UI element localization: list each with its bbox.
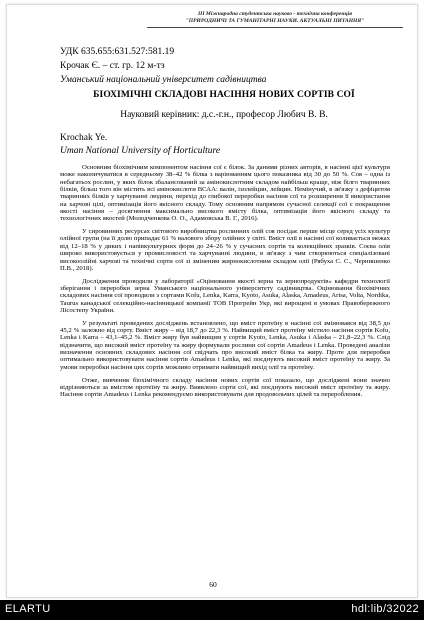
scientific-advisor: Науковий керівник: д.с.-г.н., професор Любич В. В. xyxy=(120,110,328,120)
paragraph-1: Основним біохімічним компонентом насіння сої є білок. За даними різних авторів, в насінні цієї культури може накопичуватися в середньому 38–42 % білка з варіюванням цього показника від 30 до 50 %. Соя – одна із небагатьох рослин, у яких білок збалансований за амінокислотним складом найбільш краще, ніж білго тваринних білків, більш того він містить всі амінокислоти ВСАА: валін, ізолейцин, лейцин. Немінучий, в зв'язку з дефіцитом тваринних білків у харчуванні людини, перехід до глибокої переробки насіння сої та розширення її використання на харчові цілі, оптимізація його якісного складу. Тому основним напрямом сучасної селекції сої є покращення якості насіння – досягнення максимально високого вмісту білка, оптимізація його якісного складу та технологічних якостей (Молодченкова О. О., Адамовська В. Г., 2016). xyxy=(60,164,390,223)
udk-code: УДК 635.655:631.527:581.19 xyxy=(60,47,175,57)
document-page xyxy=(6,4,418,598)
article-title: БІОХІМІЧНІ СКЛАДОВІ НАСІННЯ НОВИХ СОРТІВ СОЇ xyxy=(93,90,355,100)
page-number: 60 xyxy=(209,580,217,589)
author-ua: Крочак Є. – ст. гр. 12 м-тз xyxy=(60,61,165,71)
handle-identifier: hdl:lib/32022 xyxy=(351,603,419,615)
paragraph-2: У сировинних ресурсах світового виробництва рослинних олій соя посідає перше місце серед усіх культур олійної групи (на її долю припадає 61 % валового збору олійних у світі. Вміст олії в насінні сої коливається межах від 12–18 % у диких і напівкультурних форм до 24–26 % у сучасних сортів та колекційних зразків. Соєва олія широко використовується у промисловості та харчуванні людини, в зв'язку з чим створюються спеціалізовані високоолійні харчові та технічні сорти сої зі зміненим жирнокислотним складом олії (Рябуха С. С., Чернишенко П.В., 2018). xyxy=(60,228,390,272)
repository-name: ELARTU xyxy=(5,603,51,615)
article-body xyxy=(60,164,390,399)
paragraph-3: Дослідження проводили у лабораторії «Оцінювання якості зерна та зернопродуктів» кафедри технології зберігання і переробки зерна Уманського національного університету садівництва. Оцінювання біохімічних складових насіння сої проводили з сортами Kofu, Lenka, Karra, Kyoto, Asuka, Alaska, Amadeus, Arisa, Volta, Nordika, Taurus канадської селекційно-насінницької компанії ТОВ Прогрейн Укр, які вирощені в умовах Правобережного Лісостепу України. xyxy=(60,277,390,314)
conference-header-line2: "ПРИРОДНИЧІ ТА ГУМАНІТАРНІ НАУКИ. АКТУАЛЬНІ ПИТАННЯ" xyxy=(185,18,365,24)
university-en: Uman National University of Horticulture xyxy=(60,146,221,156)
conference-header-line1: III Міжнародна студентська науково - технічна конференція xyxy=(197,11,353,17)
conference-header xyxy=(147,11,403,25)
paragraph-4: У результаті проведених досліджень встановлено, що вміст протеїну в насінні сої змінювався від 38,5 до 45,2 % залежно від сорту. Вміст жиру – від 18,7 до 22,3 %. Найвищий вміст протеїну містило насіння сортів Kofu, Lenka і Karra – 43,1–45,2 %. Вміст жиру був найвищим у сортів Kyoto, Lenka, Asuka і Alaska – 21,8–22,3 %. Слід відзначити, що високий вміст протеїну та жиру формували рослини сої сортів Amadeus і Lenka. Проведені аналізи визначення основних складових насіння сої свідчать про високий вміст білка та жиру. Проте для переробки оптимально використовувати насіння сортів Amadeus і Lenka, які поєднують високий вміст протеїну та жиру. За умови переробки насіння цих сортів можливо отримати найвищий вихід олії та протеїну. xyxy=(60,319,390,371)
header-divider xyxy=(147,27,403,28)
author-en: Krochak Ye. xyxy=(60,133,108,143)
repository-footer-bar xyxy=(0,600,424,620)
university-ua: Уманський національний університет садівництва xyxy=(60,75,267,85)
paragraph-5: Отже, вивчення біохімічного складу насіння нових сортів сої показало, що досліджені вони значно відрізняються за вмістом протеїну та жиру. Виявлено сорти сої, які поєднують високий вміст протеїну та жиру. Насіння сортів Amadeus і Lenka рекомендуємо використовувати для продовольчих цілей та переробления. xyxy=(60,376,390,399)
